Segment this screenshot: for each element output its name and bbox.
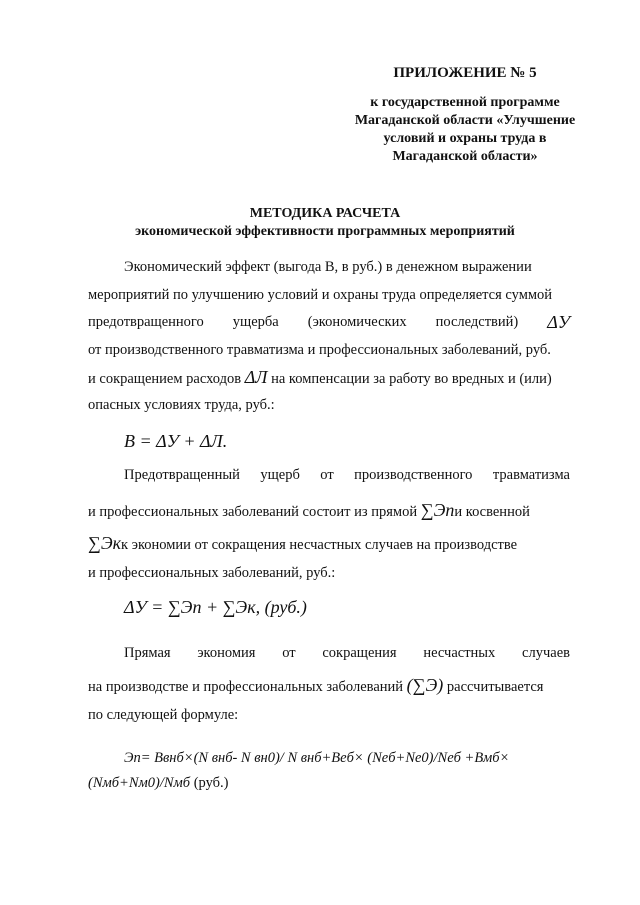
formula-unit: (руб.) (193, 775, 229, 791)
word: предотвращенного (88, 314, 204, 330)
sum-ep-symbol: ∑Эп (420, 500, 455, 520)
word: несчастных (423, 645, 496, 661)
delta-u-symbol: ΔУ (547, 312, 570, 332)
paragraph-line (88, 676, 543, 696)
paragraph-line: Экономический эффект (выгода В, в руб.) в денежном выражении (124, 259, 532, 275)
formula-segment: (Nмб+Nм0)/Nмб (88, 775, 191, 791)
formula-direct-savings-continued (88, 774, 229, 792)
paragraph-line (88, 368, 552, 388)
paragraph-line: опасных условиях труда, руб.: (88, 397, 275, 413)
word: от (320, 467, 334, 483)
appendix-line: Магаданской области «Улучшение (354, 113, 576, 128)
word: от (282, 645, 296, 661)
text-segment: и сокращением расходов (88, 371, 242, 387)
word: Прямая (124, 645, 171, 661)
paragraph-line-justified (88, 313, 570, 331)
word: травматизма (492, 467, 570, 483)
paragraph-line: от производственного травматизма и профессиональных заболеваний, руб. (88, 342, 551, 358)
text-segment: рассчитывается (446, 679, 544, 695)
paragraph-line (88, 534, 517, 554)
paragraph-line: мероприятий по улучшению условий и охраны труда определяется суммой (88, 287, 553, 303)
paragraph-line-justified (124, 466, 570, 484)
paragraph-line (88, 501, 530, 521)
sum-ek-symbol: ∑Эк (88, 533, 122, 553)
paragraph-line-justified (124, 644, 570, 662)
appendix-header (340, 64, 590, 166)
document-title (60, 205, 590, 241)
paragraph-line: по следующей формуле: (88, 707, 239, 723)
text-segment: к экономии от сокращения несчастных случаев на производстве (121, 537, 518, 553)
title-sub: экономической эффективности программных мероприятий (135, 224, 515, 239)
word: последствий) (435, 314, 519, 330)
appendix-line: Магаданской области» (392, 149, 538, 164)
formula-prevented-damage: ΔУ = ∑Эп + ∑Эк, (руб.) (124, 597, 307, 617)
formula-benefit: B = ΔУ + ΔЛ. (124, 431, 228, 451)
text-segment: на компенсации за работу во вредных и (или) (271, 371, 552, 387)
appendix-line: условий и охраны труда в (383, 131, 547, 146)
word: случаев (522, 645, 570, 661)
sum-e-symbol: (∑Э) (406, 675, 444, 695)
appendix-number: ПРИЛОЖЕНИЕ № 5 (393, 65, 537, 81)
title-main: МЕТОДИКА РАСЧЕТА (249, 206, 401, 221)
word: Предотвращенный (124, 467, 240, 483)
appendix-line: к государственной программе (370, 95, 560, 110)
word: экономия (197, 645, 256, 661)
word: ущерба (232, 314, 279, 330)
word: (экономических (307, 314, 407, 330)
word: производственного (354, 467, 473, 483)
text-segment: и косвенной (454, 504, 530, 520)
paragraph-line: и профессиональных заболеваний, руб.: (88, 565, 336, 581)
word: ущерб (260, 467, 300, 483)
text-segment: на производстве и профессиональных заболеваний (88, 679, 404, 695)
delta-l-symbol: ΔЛ (244, 367, 268, 387)
text-segment: и профессиональных заболеваний состоит из прямой (88, 504, 418, 520)
formula-direct-savings: Эп= Ввнб×(N внб- N вн0)/ N внб+Вeб× (Neб+Ne0)/Neб +Вмб× (124, 750, 510, 766)
word: сокращения (322, 645, 397, 661)
